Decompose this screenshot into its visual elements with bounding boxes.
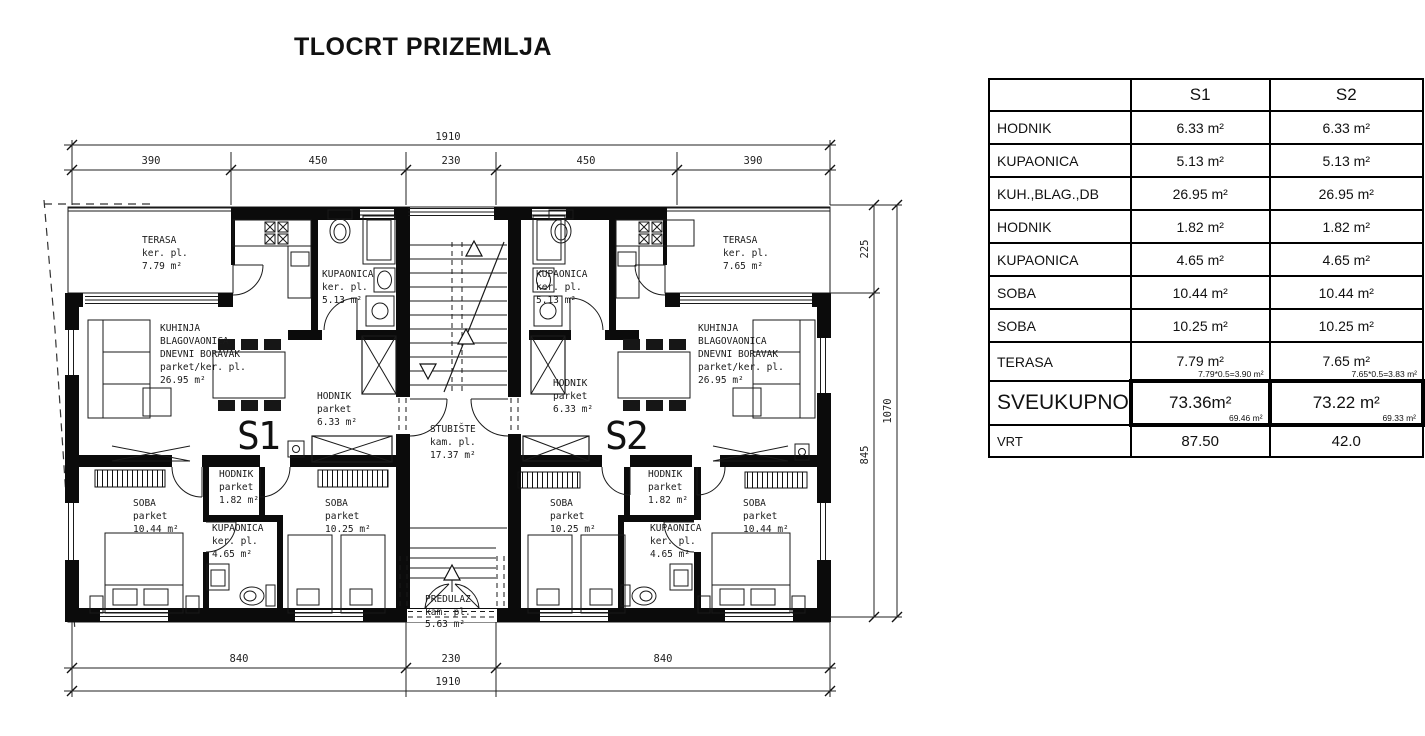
s1-value-cell: 10.44 m²: [1131, 276, 1270, 309]
room-label-cell: SOBA: [989, 276, 1131, 309]
svg-text:10.25 m²: 10.25 m²: [550, 524, 596, 535]
s1-value-cell: 26.95 m²: [1131, 177, 1270, 210]
toilet-icon: [240, 210, 656, 606]
room-label: HODNIK: [553, 378, 588, 389]
dim-seg: 230: [441, 155, 461, 167]
svg-text:parket: parket: [325, 511, 360, 522]
room-label: KUHINJA: [698, 323, 739, 334]
svg-text:ker. pl.: ker. pl.: [322, 282, 368, 293]
svg-text:1.82 m²: 1.82 m²: [648, 495, 689, 506]
room-label: KUPAONICA: [322, 269, 374, 280]
s2-value-cell: 26.95 m²: [1270, 177, 1423, 210]
building-outline: [68, 207, 830, 622]
dim-seg: 450: [576, 155, 596, 167]
s2-value-cell: 5.13 m²: [1270, 144, 1423, 177]
svg-text:kam. pl.: kam. pl.: [425, 607, 471, 618]
room-label-cell: TERASA: [989, 342, 1131, 381]
dim-top-total: 1910: [435, 131, 461, 143]
stove-icon: [265, 222, 288, 244]
svg-text:10.25 m²: 10.25 m²: [325, 524, 371, 535]
table-row: [989, 309, 1423, 342]
s2-net-total: 69.33 m²: [1382, 413, 1416, 423]
svg-text:ker. pl.: ker. pl.: [650, 536, 696, 547]
dim-seg: 230: [441, 653, 461, 665]
dim-seg: 450: [308, 155, 328, 167]
svg-text:parket: parket: [648, 482, 683, 493]
svg-text:ker. pl.: ker. pl.: [212, 536, 258, 547]
room-label: SOBA: [743, 498, 766, 509]
svg-text:7.65 m²: 7.65 m²: [723, 261, 764, 272]
room-label: TERASA: [723, 235, 758, 246]
site-boundary: [44, 200, 150, 632]
svg-text:parket: parket: [553, 391, 588, 402]
room-label-cell: HODNIK: [989, 210, 1131, 243]
s1-value-cell: 5.13 m²: [1131, 144, 1270, 177]
dim-seg: 840: [653, 653, 673, 665]
dim-seg: 390: [141, 155, 161, 167]
room-label: HODNIK: [219, 469, 254, 480]
svg-text:DNEVNI BORAVAK: DNEVNI BORAVAK: [160, 349, 241, 360]
svg-text:5.13 m²: 5.13 m²: [322, 295, 363, 306]
svg-text:5.63 m²: 5.63 m²: [425, 619, 466, 630]
col-header-s1: S1: [1131, 79, 1270, 111]
table-header-row: [989, 79, 1423, 111]
svg-text:26.95 m²: 26.95 m²: [698, 375, 744, 386]
svg-text:parket: parket: [317, 404, 352, 415]
s1-total-cell: 73.36m² 69.46 m²: [1131, 381, 1270, 425]
svg-text:parket/ker. pl.: parket/ker. pl.: [698, 362, 784, 373]
room-label-cell: KUPAONICA: [989, 243, 1131, 276]
svg-text:1.82 m²: 1.82 m²: [219, 495, 260, 506]
svg-text:17.37 m²: 17.37 m²: [430, 450, 476, 461]
table-row: [989, 177, 1423, 210]
svg-text:5.13 m²: 5.13 m²: [536, 295, 577, 306]
s2-value-cell: 6.33 m²: [1270, 111, 1423, 144]
room-label-cell: HODNIK: [989, 111, 1131, 144]
svg-text:parket: parket: [219, 482, 254, 493]
room-label: SOBA: [550, 498, 573, 509]
s2-value-cell: 4.65 m²: [1270, 243, 1423, 276]
table-row: [989, 243, 1423, 276]
svg-text:4.65 m²: 4.65 m²: [650, 549, 691, 560]
svg-text:kam. pl.: kam. pl.: [430, 437, 476, 448]
svg-text:10.44 m²: 10.44 m²: [743, 524, 789, 535]
s1-value-cell: 7.79 m² 7.79*0.5=3.90 m²: [1131, 342, 1270, 381]
room-label: SOBA: [325, 498, 348, 509]
s1-value-cell: 87.50: [1131, 425, 1270, 457]
s2-value-cell: 7.65 m² 7.65*0.5=3.83 m²: [1270, 342, 1423, 381]
s1-value-cell: 6.33 m²: [1131, 111, 1270, 144]
unit-label-s1: S1: [237, 414, 279, 458]
svg-text:ker. pl.: ker. pl.: [536, 282, 582, 293]
s1-value-cell: 1.82 m²: [1131, 210, 1270, 243]
s2-total-cell: 73.22 m² 69.33 m²: [1270, 381, 1423, 425]
room-label: PREDULAZ: [425, 594, 471, 605]
room-label-cell: KUPAONICA: [989, 144, 1131, 177]
s1-value-cell: 4.65 m²: [1131, 243, 1270, 276]
svg-text:parket: parket: [743, 511, 778, 522]
s1-value-cell: 10.25 m²: [1131, 309, 1270, 342]
dim-bottom-total: 1910: [435, 676, 461, 688]
svg-text:parket: parket: [133, 511, 168, 522]
svg-text:BLAGOVAONICA: BLAGOVAONICA: [698, 336, 767, 347]
unit-label-s2: S2: [605, 414, 647, 458]
dim-seg: 390: [743, 155, 763, 167]
dim-right-total: 1070: [882, 398, 894, 424]
room-label: SOBA: [133, 498, 156, 509]
svg-text:7.79 m²: 7.79 m²: [142, 261, 183, 272]
room-label: HODNIK: [317, 391, 352, 402]
s2-value-cell: 42.0: [1270, 425, 1423, 457]
room-label: TERASA: [142, 235, 177, 246]
room-label-cell: SOBA: [989, 309, 1131, 342]
svg-text:BLAGOVAONICA: BLAGOVAONICA: [160, 336, 229, 347]
table-row: [989, 144, 1423, 177]
dim-seg: 840: [229, 653, 249, 665]
svg-text:4.65 m²: 4.65 m²: [212, 549, 253, 560]
room-label: HODNIK: [648, 469, 683, 480]
svg-text:26.95 m²: 26.95 m²: [160, 375, 206, 386]
dim-seg: 225: [859, 239, 871, 259]
s1-half-value: 7.79*0.5=3.90 m²: [1198, 369, 1264, 379]
table-row: [989, 210, 1423, 243]
room-label: KUPAONICA: [212, 523, 264, 534]
s1-net-total: 69.46 m²: [1228, 413, 1263, 423]
room-label: KUHINJA: [160, 323, 201, 334]
svg-text:10.44 m²: 10.44 m²: [133, 524, 179, 535]
s2-value-cell: 10.44 m²: [1270, 276, 1423, 309]
stove-icon: [639, 222, 662, 244]
table-row-total: [989, 381, 1423, 425]
table-row-vrt: [989, 425, 1423, 457]
table-row: [989, 111, 1423, 144]
dim-seg: 845: [859, 445, 871, 465]
room-label: KUPAONICA: [536, 269, 588, 280]
svg-text:parket: parket: [550, 511, 585, 522]
col-header-s2: S2: [1270, 79, 1423, 111]
page-title: TLOCRT PRIZEMLJA: [294, 33, 552, 61]
svg-text:ker. pl.: ker. pl.: [142, 248, 188, 259]
corner-cell: [989, 79, 1131, 111]
room-label: KUPAONICA: [650, 523, 702, 534]
svg-text:ker. pl.: ker. pl.: [723, 248, 769, 259]
table-row-terasa: [989, 342, 1423, 381]
svg-text:parket/ker. pl.: parket/ker. pl.: [160, 362, 246, 373]
svg-text:6.33 m²: 6.33 m²: [317, 417, 358, 428]
room-label-cell: VRT: [989, 425, 1131, 457]
svg-text:6.33 m²: 6.33 m²: [553, 404, 594, 415]
area-table: [988, 78, 1425, 458]
s2-value-cell: 10.25 m²: [1270, 309, 1423, 342]
s2-value-cell: 1.82 m²: [1270, 210, 1423, 243]
s2-half-value: 7.65*0.5=3.83 m²: [1351, 369, 1417, 379]
svg-text:DNEVNI BORAVAK: DNEVNI BORAVAK: [698, 349, 779, 360]
table-row: [989, 276, 1423, 309]
total-label-cell: SVEUKUPNO: [989, 381, 1131, 425]
room-label-cell: KUH.,BLAG.,DB: [989, 177, 1131, 210]
room-label: STUBIŠTE: [430, 424, 476, 435]
